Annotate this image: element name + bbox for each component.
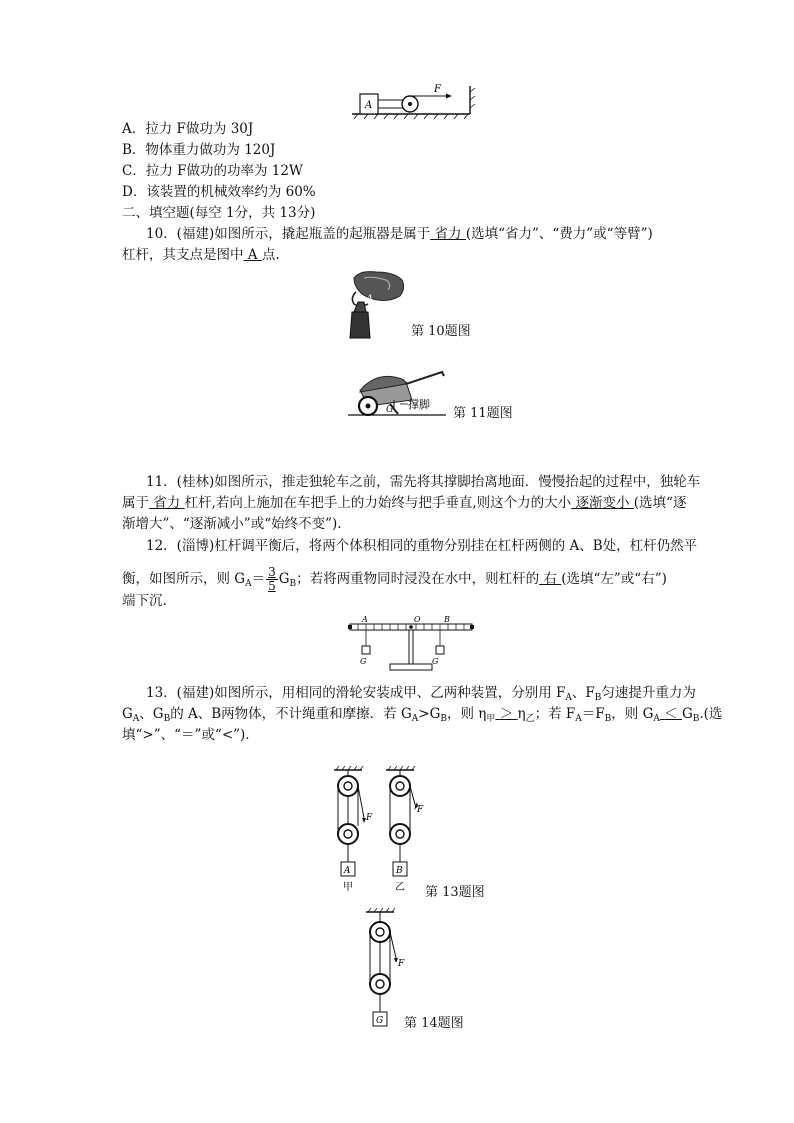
q10-text4: 点. <box>261 247 280 263</box>
fig13-caption: 第 13题图 <box>425 885 485 900</box>
q13-line1: 13．(福建)如图所示，用相同的滑轮安装成甲、乙两种装置，分别用 $F_A$、$F_B$匀速提升重力为 <box>146 685 696 703</box>
q10-answer1: 省力 <box>434 226 462 242</box>
q12-line3: 端下沉. <box>122 593 167 609</box>
option-a: A．拉力 F做功为 30J <box>122 121 254 137</box>
q12-sub-a: A <box>245 579 252 589</box>
fig10-label-b: B <box>370 314 378 325</box>
q10-text2: (选填“省力”、“费力”或“等臂”) <box>465 226 653 242</box>
fig9-diagram <box>348 84 478 120</box>
fig11-caption: 第 11题图 <box>453 406 513 421</box>
q10-answer2: A <box>247 247 258 263</box>
q12-line1: 12．(淄博)杠杆调平衡后，将两个体积相同的重物分别挂在杠杆两侧的 A、B处，杠杆仍然平 <box>146 538 698 554</box>
fig13-label-f2: F <box>417 805 424 815</box>
section-heading: 二、填空题(每空 1分，共 13分) <box>122 205 316 221</box>
q13-line3: 填“>”、“＝”或“<”)． <box>122 727 259 743</box>
fig10-label-a: A <box>366 294 374 305</box>
option-b: B．物体重力做功为 120J <box>122 142 276 158</box>
fig12-label-gb: G <box>432 657 439 666</box>
q11-answer1: 省力 <box>153 495 181 511</box>
option-d: D．该装置的机械效率约为 60% <box>122 184 316 200</box>
q13-answer1: ＞ <box>499 706 514 722</box>
fig12-label-a: A <box>362 615 368 624</box>
q13-line2: $G_A$、$G_B$的 A、B两物体，不计绳重和摩擦．若 $G_A>G_B$，则 $\eta_甲 > \eta_乙$；若 $F_A=F_B$，则 $G_A < G_B$.(选 <box>122 706 723 724</box>
option-c: C．拉力 F做功的功率为 12W <box>122 163 303 179</box>
q13-answer2: ＜ <box>664 706 678 722</box>
force-f-label: F <box>434 84 441 95</box>
fig13-label-a: A <box>344 866 351 876</box>
q12-sub-b: B <box>289 579 297 589</box>
fig13-label-f1: F <box>366 813 373 823</box>
q10-text1: 10．(福建)如图所示，撬起瓶盖的起瓶器是属于 <box>146 226 431 242</box>
fig12-lever <box>348 614 474 674</box>
q11-text2b: 杠杆,若向上施加在车把手上的力始终与把手垂直,则这个力的大小 <box>184 495 572 511</box>
fig14-label-f: F <box>398 959 405 969</box>
q11-line1: 11．(桂林)如图所示，推走独轮车之前，需先将其撑脚抬离地面．慢慢抬起的过程中，独轮车 <box>146 474 701 490</box>
fig13-label-yi: 乙 <box>395 882 405 893</box>
fig12-label-ga: G <box>360 657 367 666</box>
fig11-wheelbarrow <box>346 360 456 422</box>
fig10-caption: 第 10题图 <box>411 324 471 339</box>
q12-answer: 右 <box>543 571 557 587</box>
fig10-bottle-opener <box>340 268 410 340</box>
q12-answer-fraction: $\frac{3}{5}$ <box>268 565 276 593</box>
fig13-pulleys <box>328 766 424 896</box>
fig11-label-g: G <box>386 405 394 415</box>
q12-text2d: (选填“左”或“右”) <box>561 571 667 587</box>
q11-line3: 渐增大”、“逐渐减小”或“始终不变”). <box>122 516 342 532</box>
fig12-label-b: B <box>444 615 450 624</box>
fig14-caption: 第 14题图 <box>404 1016 464 1031</box>
fig13-label-b: B <box>396 866 403 876</box>
fig14-pulley <box>360 908 410 1034</box>
q11-answer2: 逐渐变小 <box>575 495 630 511</box>
q12-text2b: G <box>278 571 290 587</box>
fig14-label-g: G <box>376 1016 384 1026</box>
q11-line2 <box>122 494 686 512</box>
q11-text2a: 属于 <box>122 495 149 511</box>
fig11-label-stand: 撑脚 <box>408 398 430 411</box>
fig12-label-o: O <box>414 615 421 624</box>
q12-line2 <box>122 566 667 593</box>
q12-text2a: 衡，如图所示，则 G <box>122 571 246 587</box>
block-a-label: A <box>365 100 373 111</box>
q11-text2c: (选填“逐 <box>633 495 687 511</box>
q12-text2c: ；若将两重物同时浸没在水中，则杠杆的 <box>296 571 540 587</box>
q10-line2 <box>122 246 280 264</box>
weight-ga <box>362 646 370 654</box>
q10-line1 <box>146 225 653 243</box>
weight-gb <box>436 646 444 654</box>
fig13-label-jia: 甲 <box>343 882 353 893</box>
q10-text3: 杠杆，其支点是图中 <box>122 247 244 263</box>
q12-eq: ＝ <box>251 571 266 587</box>
